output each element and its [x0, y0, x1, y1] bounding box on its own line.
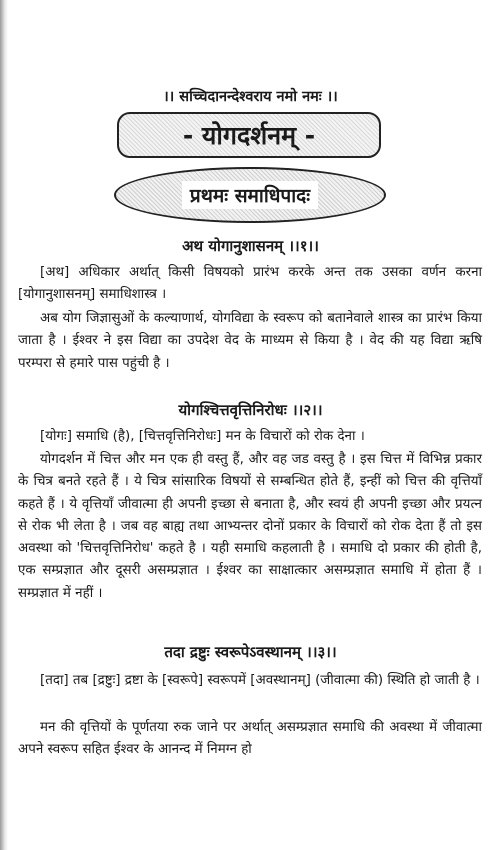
sutra-2-commentary: योगदर्शन में चित्त और मन एक ही वस्तु हैं, और वह जड वस्तु है । इस चित्त में विभिन्न प्रकार के चित्र बनते रहते हैं । ये चित्र सांसारिक विषयों से सम्बन्धित होते हैं, इन्हीं को चित्त की वृत्तियाँ कहते हैं । ये वृत्तियाँ जीवात्मा ही अपनी इच्छा से बनाता है, और स्वयं ही अपनी इच्छा और प्रयत्न से रोक भी लेता है । जब वह बाह्य तथा आभ्यन्तर दोनों प्रकार के विचारों को रोक देता हैं तो इस अवस्था को 'चित्तवृत्तिनिरोध' कहते है । यही समाधि कहलाती है । समाधि दो प्रकार की होती है, एक सम्प्रज्ञात और दूसरी असम्प्रज्ञात । ईश्वर का साक्षात्कार असम्प्रज्ञात समाधि में होता हैं । सम्प्रज्ञात में नहीं । — [18, 452, 482, 601]
chapter-title-oval — [114, 167, 386, 223]
book-title-box — [117, 112, 381, 158]
sutra-2-meaning: [योगः] समाधि (है), [चित्तवृत्तिनिरोधः] मन के विचारों को रोक देना । — [40, 429, 365, 444]
invocation-line: ।। सच्चिदानन्देश्वराय नमो नमः ।। — [163, 89, 338, 105]
chapter-title: प्रथमः समाधिपादः — [182, 181, 318, 209]
sutra-1-meaning: [अथ] अधिकार अर्थात् किसी विषयको प्रारंभ करके अन्त तक उसका वर्णन करना [योगानुशासनम्] समाधिशास्त्र । — [18, 265, 482, 303]
sutra-3-commentary: मन की वृत्तियों के पूर्णतया रुक जाने पर अर्थात् असम्प्रज्ञात समाधि की अवस्था में जीवात्मा अपने स्वरूप सहित ईश्वर के आनन्द में निमग्न हो — [18, 720, 482, 758]
sutra-1-commentary: अब योग जिज्ञासुओं के कल्याणार्थ, योगविद्या के स्वरूप को बतानेवाले शास्त्र का प्रारंभ किया जाता है । ईश्वर ने इस विद्या का उपदेश वेद के माध्यम से किया है । वेद की यह विद्या ऋषि परम्परा से हमारे पास पहुंची है । — [18, 311, 482, 371]
sutra-1-heading: अथ योगानुशासनम् ।।१।। — [182, 237, 319, 255]
book-title: - योगदर्शनम् - — [182, 121, 316, 150]
sutra-3-meaning: [तदा] तब [द्रष्टुः] द्रष्टा के [स्वरूपे] स्वरूपमें [अवस्थानम्] (जीवात्मा की) स्थिति हो जाती है । — [40, 673, 480, 688]
sutra-3-heading: तदा द्रष्टुः स्वरूपेऽवस्थानम् ।।३।। — [164, 643, 337, 661]
sutra-2-heading: योगश्चित्तवृत्तिनिरोधः ।।२।। — [178, 401, 323, 419]
